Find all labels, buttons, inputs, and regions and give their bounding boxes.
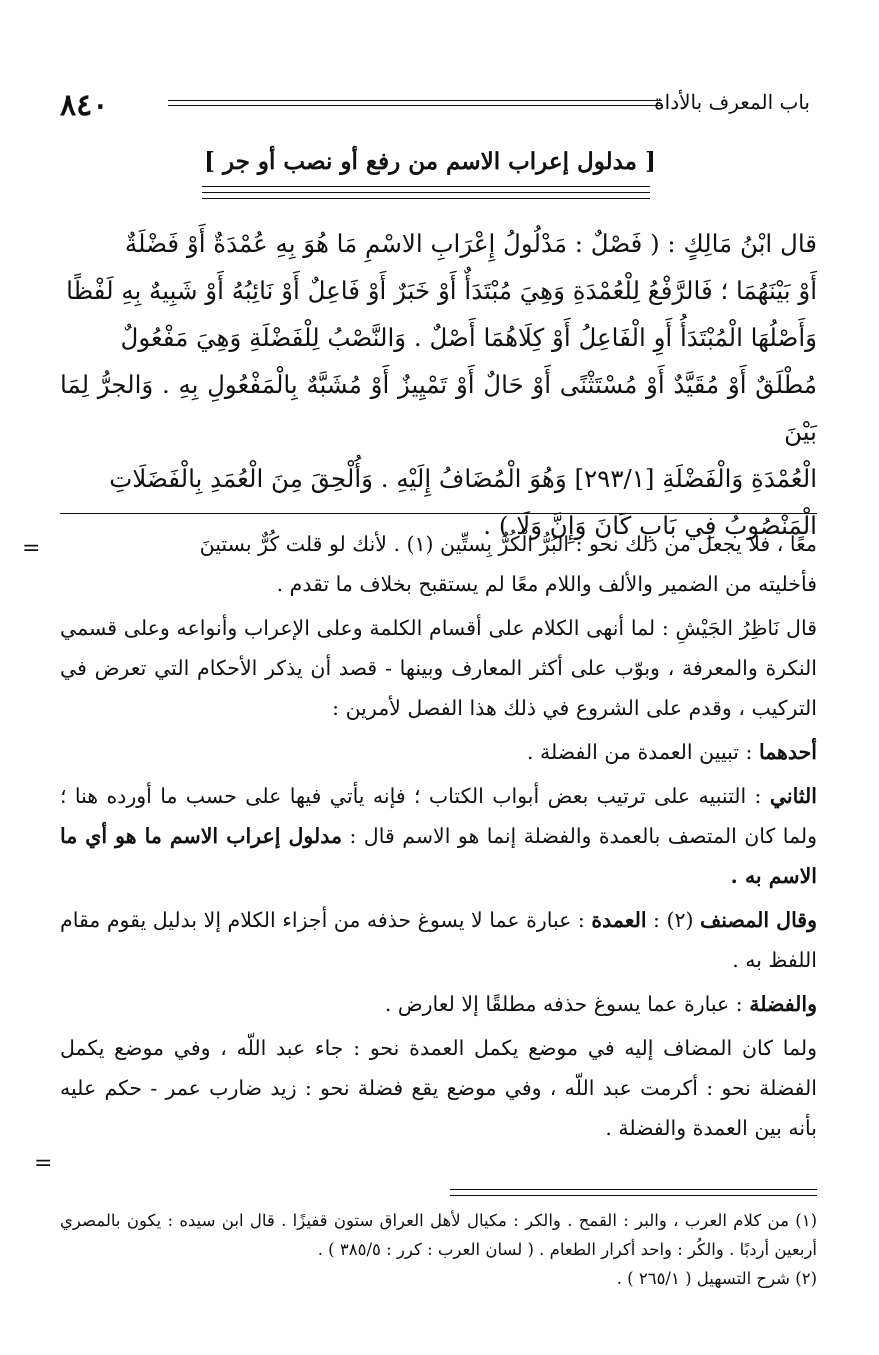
header-rule: [168, 100, 662, 106]
paragraph-text: : عبارة عما يسوغ حذفه مطلقًا إلا لعارض .: [384, 992, 750, 1016]
paragraph-text: : التنبيه على ترتيب بعض أبواب الكتاب ؛ فإنه يأتي فيها على حسب ما أورده هنا ؛ ولما كان المتصف بالعمدة والفضلة إنما هو الاسم قال :: [60, 784, 817, 848]
commentary-text: [60, 524, 817, 1148]
main-separator: [60, 513, 817, 514]
footnote: (٢) شرح التسهيل ( ٢٦٥/١ ) .: [616, 1269, 817, 1288]
title-rule: [202, 192, 650, 193]
main-line: قال ابْنُ مَالِكٍ : ( فَصْلٌ : مَدْلُولُ إِعْرَابِ الاسْمِ مَا هُوَ بِهِ عُمْدَةٌ أَوْ فَضْلَةٌ: [124, 229, 817, 258]
footnote-rule: [450, 1195, 817, 1196]
paragraph-label: والفضلة: [749, 992, 817, 1016]
paragraph-label: الثاني: [769, 784, 817, 808]
main-line: الْعُمْدَةِ وَالْفَضْلَةِ [٢٩٣/١] وَهُوَ الْمُضَافُ إِلَيْهِ . وَأُلْحِقَ مِنَ الْعُمَدِ بِالْفَضَلَاتِ: [109, 464, 817, 493]
main-line: مُطْلَقٌ أَوْ مُقَيَّدٌ أَوْ مُسْتَثْنًى أَوْ حَالٌ أَوْ تَمْيِيزٌ أَوْ مُشَبَّهٌ بِالْمَفْعُولِ بِهِ . وَالجرُّ لِمَا بَيْنَ: [60, 370, 817, 446]
paragraph-bold-text: مدلول إعراب الاسم ما هو أي ما الاسم به .: [60, 824, 817, 888]
paragraph-label: وقال المصنف: [700, 908, 818, 932]
paragraph-label: أحدهما: [758, 740, 817, 764]
main-text: [60, 220, 817, 549]
main-line: أَوْ بَيْنَهُمَا ؛ فَالرَّفْعُ لِلْعُمْدَةِ وَهِيَ مُبْتَدَأٌ أَوْ خَبَرٌ أَوْ فَاعِلٌ أَوْ نَائِبُهُ أَوْ شَبِيهٌ بِهِ لَفْظًا: [66, 276, 817, 305]
paragraph-text: : تبيين العمدة من الفضلة .: [526, 740, 759, 764]
footnote-ref: (٢) :: [646, 908, 701, 932]
commentary-paragraph: ولما كان المضاف إليه في موضع يكمل العمدة نحو : جاء عبد اللّه ، وفي موضع يكمل الفضلة نحو : أكرمت عبد اللّه ، وفي موضع يقع فضلة نحو : زيد ضارب عمر - حكم عليه بأنه بين العمدة والفضلة .: [60, 1036, 817, 1140]
main-line: وَأَصْلُهَا الْمُبْتَدَأُ أَوِ الْفَاعِلُ أَوْ كِلَاهُمَا أَصْلٌ . وَالنَّصْبُ لِلْفَضْلَةِ وَهِيَ مَفْعُولٌ: [120, 323, 817, 352]
title-rule: [202, 186, 650, 187]
commentary-paragraph: [60, 776, 817, 896]
commentary-line: فأخليته من الضمير والألف واللام معًا لم يستقبح بخلاف ما تقدم .: [276, 572, 817, 596]
page-header: [60, 88, 810, 122]
section-title: [ مدلول إعراب الاسم من رفع أو نصب أو جر ]: [204, 148, 656, 175]
commentary-paragraph: [60, 732, 817, 772]
commentary-paragraph: [60, 900, 817, 980]
footnotes: [60, 1206, 817, 1293]
continuation-mark: =: [22, 536, 41, 561]
footnote-rule: [450, 1189, 817, 1190]
running-title: باب المعرف بالأداة: [654, 90, 810, 114]
paragraph-label: العمدة: [591, 908, 647, 932]
commentary-paragraph: قال نَاظِرُ الجَيْشِ : لما أنهى الكلام على أقسام الكلمة وعلى الإعراب وأنواعه وعلى قسمي النكرة والمعرفة ، وبوّب على أكثر المعارف وبينها - قصد أن يذكر الأحكام التي تعرض في التركيب ، وقدم على الشروع في ذلك هذا الفصل لأمرين :: [60, 616, 817, 720]
main-line: الْمَنْصُوبُ فِي بَابِ كَانَ وَإِنَّ وَلَا ) .: [483, 511, 817, 540]
page-number: ٨٤٠: [60, 88, 109, 123]
title-rule: [202, 198, 650, 199]
commentary-line: معًا ، فلا يجعل من ذلك نحو : البُرُّ الْكُرُّ بِستِّين (١) . لأنك لو قلت كُرٌّ بستينَ: [199, 532, 817, 556]
commentary-paragraph: [60, 984, 817, 1024]
paragraph-text: : عبارة عما لا يسوغ حذفه من أجزاء الكلام إلا بدليل يقوم مقام اللفظ به .: [60, 908, 817, 972]
end-mark: =: [34, 1151, 53, 1176]
footnote: (١) من كلام العرب ، والبر : القمح . والكر : مكيال لأهل العراق ستون قفيزًا . قال ابن سيده : يكون بالمصري أربعين أردبًا . والكُر : واحد أكرار الطعام . ( لسان العرب : كرر : ٣٨٥/٥ ) .: [60, 1211, 817, 1259]
